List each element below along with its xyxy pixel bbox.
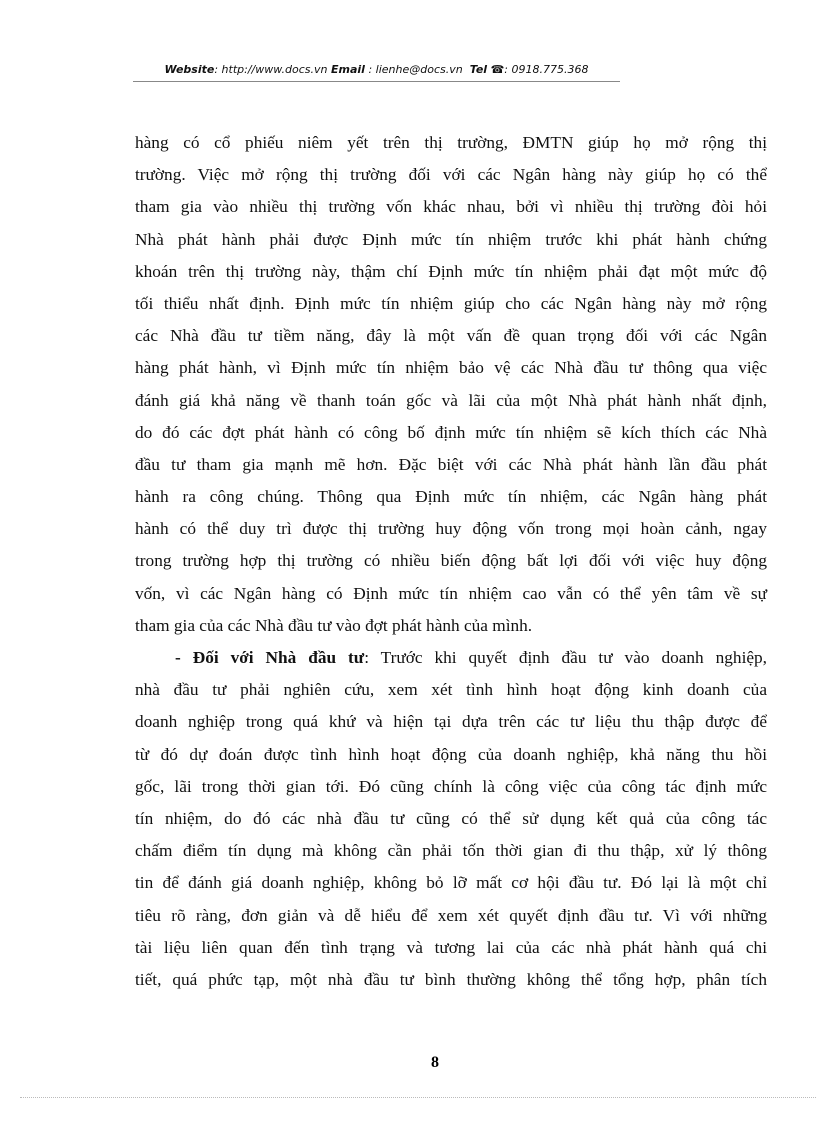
document-body <box>135 131 767 1000</box>
email-label: Email <box>331 63 365 76</box>
section-lead: - Đối với Nhà đầu tư <box>175 648 365 667</box>
text-line: tài liệu liên quan đến tình trạng và tương lai của các nhà phát hành quá chi <box>135 937 767 957</box>
page-number: 8 <box>431 1054 439 1071</box>
text-line: trong trường hợp thị trường có nhiều biến động bất lợi đối với việc huy động <box>135 551 767 571</box>
tel-value: : 0918.775.368 <box>504 63 589 76</box>
text-line: đầu tư tham gia mạnh mẽ hơn. Đặc biệt với các Nhà phát hành lần đầu phát <box>135 454 767 474</box>
text-line: tín nhiệm, do đó các nhà đầu tư cũng có thể sử dụng kết quả của công tác <box>135 808 767 828</box>
text-line: do đó các đợt phát hành có công bố định mức tín nhiệm sẽ kích thích các Nhà <box>135 422 767 442</box>
text-line: chấm điểm tín dụng mà không cần phải tốn thời gian đi thu thập, xử lý thông <box>135 841 767 861</box>
text-line: hàng có cổ phiếu niêm yết trên thị trường, ĐMTN giúp họ mở rộng thị <box>135 133 767 152</box>
text-line: doanh nghiệp trong quá khứ và hiện tại dựa trên các tư liệu thu thập được để <box>135 712 767 732</box>
page-header <box>133 63 620 76</box>
text-line: tiêu rõ ràng, đơn giản và dễ hiểu để xem xét quyết định đầu tư. Vì với những <box>135 905 767 925</box>
text-line: gốc, lãi trong thời gian tới. Đó cũng chính là công việc của công tác định mức <box>135 776 767 796</box>
text-line <box>135 646 767 678</box>
text-line: trường. Việc mở rộng thị trường đối với các Ngân hàng này giúp họ có thể <box>135 165 767 185</box>
text-line: các Nhà đầu tư tiềm năng, đây là một vấn đề quan trọng đối với các Ngân <box>135 326 767 346</box>
phone-icon: ☎ <box>490 63 505 76</box>
page-bottom-divider <box>20 1097 816 1098</box>
text-line: khoán trên thị trường này, thậm chí Định mức tín nhiệm phải đạt một mức độ <box>135 261 767 281</box>
text-line: tiết, quá phức tạp, một nhà đầu tư bình thường không thể tổng hợp, phân tích <box>135 969 767 989</box>
text-line: tin để đánh giá doanh nghiệp, không bỏ lỡ mất cơ hội đầu tư. Đó lại là một chỉ <box>135 873 767 893</box>
tel-label: Tel <box>469 63 488 76</box>
text-line: vốn, vì các Ngân hàng có Định mức tín nhiệm cao vẫn có thể yên tâm về sự <box>135 583 767 603</box>
text-line: nhà đầu tư phải nghiên cứu, xem xét tình hình hoạt động kinh doanh của <box>135 680 767 700</box>
text-line: tối thiểu nhất định. Định mức tín nhiệm giúp cho các Ngân hàng này mở rộng <box>135 293 767 313</box>
header-divider <box>133 81 620 82</box>
section-lead-rest: : Trước khi quyết định đầu tư vào doanh nghiệp, <box>364 648 767 667</box>
text-line: hành ra công chúng. Thông qua Định mức tín nhiệm, các Ngân hàng phát <box>135 487 767 507</box>
website-value: : http://www.docs.vn <box>214 63 328 76</box>
email-value: : lienhe@docs.vn <box>364 63 463 76</box>
text-line: hàng phát hành, vì Định mức tín nhiệm bảo vệ các Nhà đầu tư thông qua việc <box>135 358 767 378</box>
text-line: Nhà phát hành phải được Định mức tín nhiệm trước khi phát hành chứng <box>135 229 767 249</box>
text-line: đánh giá khả năng về thanh toán gốc và lãi của một Nhà phát hành nhất định, <box>135 390 767 410</box>
text-line: hành có thể duy trì được thị trường huy động vốn trong mọi hoàn cảnh, ngay <box>135 519 767 539</box>
text-line: tham gia vào nhiều thị trường vốn khác nhau, bởi vì nhiều thị trường đòi hỏi <box>135 197 767 217</box>
text-line: từ đó dự đoán được tình hình hoạt động của doanh nghiệp, khả năng thu hồi <box>135 744 767 764</box>
website-label: Website <box>164 63 215 76</box>
text-line: tham gia của các Nhà đầu tư vào đợt phát hành của mình. <box>135 615 533 635</box>
